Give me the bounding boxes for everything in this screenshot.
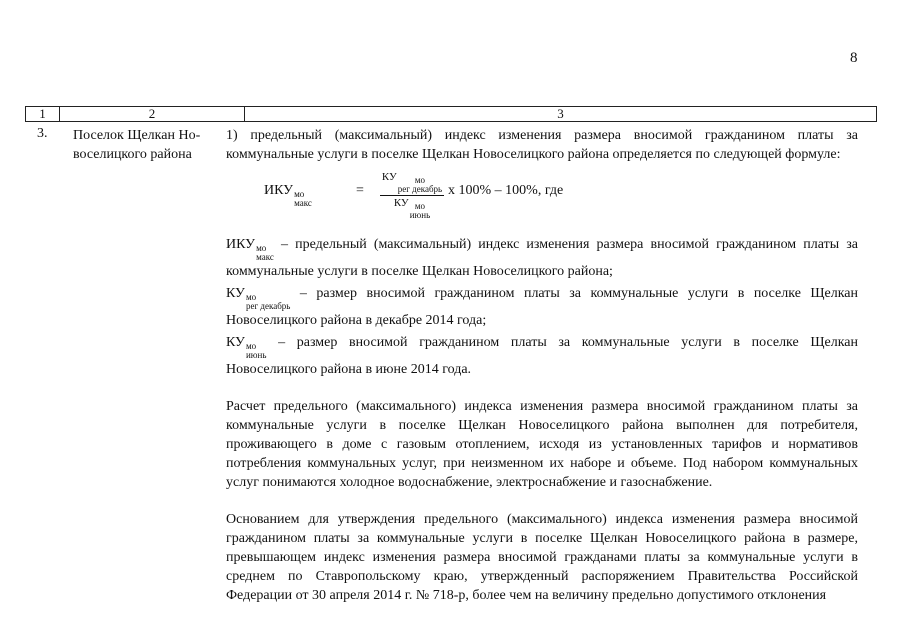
basis-paragraph: Основанием для утверждения предельного (максимального) индекса изменения размера вносимой гражданином платы за коммунальные услуги в поселке Щелкан Новоселицкого района в размере, превышающем индекс изменения размера вносимой гражданами платы за коммунальные услуги в среднем по Ставропольскому краю, утвержденный распоряжением Правительства Российской Федерации от 30 апреля 2014 г. № 718-р, более чем на величину предельно допустимого отклонения xyxy=(226,512,858,603)
fraction-numerator: КУ мо рег декабрь xyxy=(381,171,443,194)
calculation-paragraph: Расчет предельного (максимального) индекса изменения размера вносимой гражданином платы за коммунальные услуги в поселке Щелкан Новоселицкого района выполнен для потребителя, проживающего в доме с газовым отоплением, исходя из установленных тарифов и нормативов потребления коммунальных услуг, при неизменном их наборе и объеме. Под набором коммунальных услуг понимаются холодное водоснабжение, электроснабжение и газоснабжение. xyxy=(226,399,858,490)
header-col-2: 2 xyxy=(148,106,156,121)
formula-rest: x 100% – 100%, где xyxy=(448,183,564,198)
locality-cell xyxy=(73,126,218,164)
definition-item: КУ мо июнь – размер вносимой гражданином платы за коммунальные услуги в поселке Щелкан Новоселицкого района в июне 2014 года. xyxy=(226,335,858,377)
definitions-list xyxy=(226,235,858,379)
locality-line: воселицкого района xyxy=(73,147,192,162)
header-col-3: 3 xyxy=(557,106,564,121)
definition-item: КУ мо рег декабрь – размер вносимой гражданином платы за коммунальные услуги в поселке Щелкан Новоселицкого района в декабре 2014 года; xyxy=(226,286,858,328)
fraction-bar xyxy=(380,195,444,196)
table-header-row xyxy=(25,106,877,122)
locality-line: Поселок Щелкан Но- xyxy=(73,128,201,143)
page-number: 8 xyxy=(850,50,858,66)
header-col-1: 1 xyxy=(39,106,46,121)
fraction-denominator: КУ мо июнь xyxy=(393,197,431,220)
formula-lhs: ИКУ мо макс xyxy=(264,183,312,208)
intro-paragraph: 1) предельный (максимальный) индекс изменения размера вносимой гражданином платы за коммунальные услуги в поселке Щелкан Новоселицкого района определяется по следующей формуле: xyxy=(226,128,858,162)
formula-fraction xyxy=(380,171,444,220)
formula-equals: = xyxy=(356,183,364,198)
content-cell xyxy=(226,126,858,619)
row-number: 3. xyxy=(37,126,48,141)
definition-item: ИКУ мо макс – предельный (максимальный) индекс изменения размера вносимой гражданином платы за коммунальные услуги в поселке Щелкан Новоселицкого района; xyxy=(226,237,858,279)
formula xyxy=(264,171,858,221)
